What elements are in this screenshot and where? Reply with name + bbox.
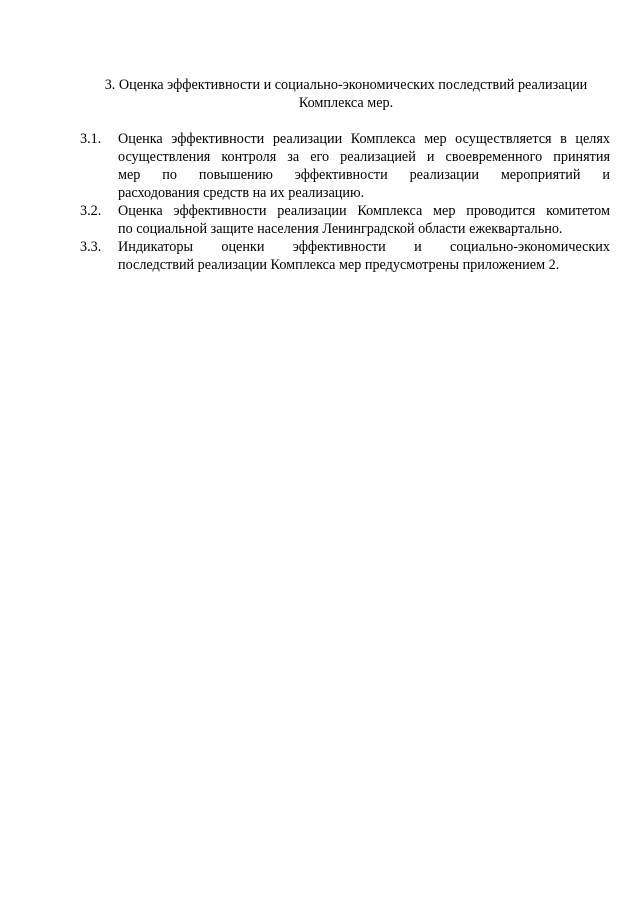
item-text: [118, 202, 610, 238]
item-text-line: Оценка эффективности реализации Комплекса мер осуществляется в целях: [118, 131, 610, 147]
item-text: [118, 130, 610, 202]
section-heading-line-2: Комплекса мер.: [298, 95, 394, 111]
item-number: 3.2.: [80, 203, 102, 219]
item-number: 3.1.: [80, 131, 102, 147]
item-text-line: по социальной защите населения Ленинградской области ежеквартально.: [118, 221, 563, 237]
list-item: [80, 130, 610, 202]
section-heading-line-1: 3. Оценка эффективности и социально-экономических последствий реализации: [104, 77, 588, 93]
item-text-line: расходования средств на их реализацию.: [118, 185, 365, 201]
item-number: 3.3.: [80, 239, 102, 255]
item-text-line: осуществления контроля за его реализацией и своевременного принятия: [118, 149, 610, 165]
item-text-line: Оценка эффективности реализации Комплекса мер проводится комитетом: [118, 203, 610, 219]
item-text-line: последствий реализации Комплекса мер предусмотрены приложением 2.: [118, 257, 560, 273]
list-item: [80, 202, 610, 238]
list-item: [80, 238, 610, 274]
item-text-line: мер по повышению эффективности реализации мероприятий и: [118, 167, 610, 183]
item-text: [118, 238, 610, 274]
section-heading: [80, 76, 612, 112]
item-text-line: Индикаторы оценки эффективности и социально-экономических: [118, 239, 610, 255]
numbered-list: [80, 130, 610, 274]
